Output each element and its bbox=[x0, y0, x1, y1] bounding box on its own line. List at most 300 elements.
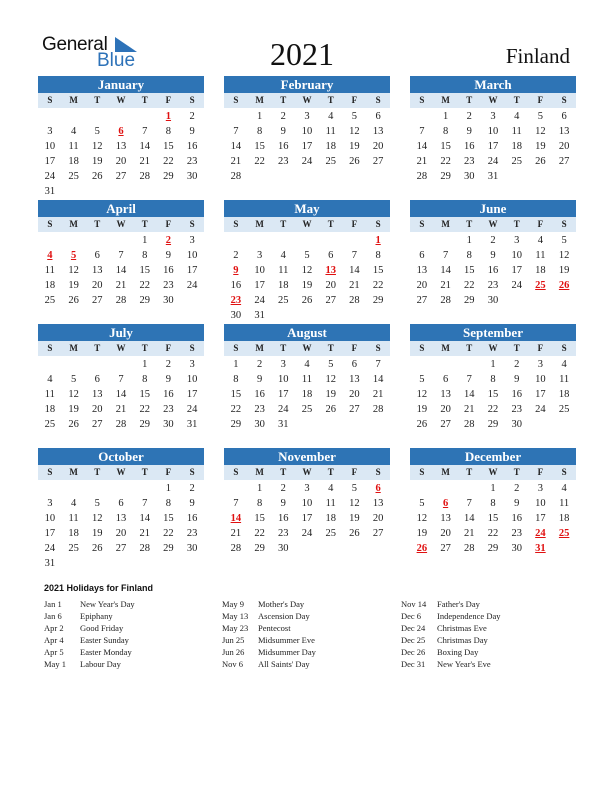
day-cell: 3 bbox=[490, 111, 496, 122]
holiday-day-cell: 14 bbox=[230, 513, 242, 524]
weekday-header-row bbox=[224, 93, 390, 108]
day-cell: 15 bbox=[464, 265, 475, 276]
holiday-row bbox=[44, 658, 135, 670]
day-cell: 31 bbox=[278, 419, 289, 430]
day-cell: 9 bbox=[466, 126, 472, 137]
day-cell: 11 bbox=[68, 141, 79, 152]
day-cell: 7 bbox=[233, 126, 239, 137]
month-august bbox=[224, 324, 390, 432]
day-cell: 7 bbox=[466, 498, 472, 509]
day-cell: 18 bbox=[68, 156, 79, 167]
day-cell: 9 bbox=[165, 250, 172, 261]
day-cell: 1 bbox=[142, 235, 148, 246]
day-cell: 8 bbox=[490, 374, 496, 385]
day-cell: 2 bbox=[466, 111, 472, 122]
weekday-label: T bbox=[513, 343, 520, 353]
day-cell: 7 bbox=[233, 498, 239, 509]
weekday-label: S bbox=[419, 343, 425, 353]
month-header: October bbox=[38, 448, 204, 465]
weekday-header-row bbox=[224, 465, 390, 480]
day-cell: 25 bbox=[558, 404, 570, 415]
holiday-date: Apr 4 bbox=[44, 635, 64, 645]
day-cell: 16 bbox=[511, 513, 522, 524]
holiday-name: Easter Sunday bbox=[80, 635, 129, 645]
day-cell: 23 bbox=[254, 404, 265, 415]
weekday-label: M bbox=[255, 467, 264, 477]
day-grid bbox=[224, 357, 390, 432]
weekday-label: M bbox=[69, 95, 78, 105]
holiday-name: Father's Day bbox=[437, 599, 480, 609]
day-cell: 8 bbox=[142, 250, 148, 261]
day-cell: 28 bbox=[464, 543, 475, 554]
day-cell: 23 bbox=[163, 404, 174, 415]
day-cell: 3 bbox=[280, 359, 286, 370]
empty-cell bbox=[410, 357, 434, 372]
day-cell: 13 bbox=[440, 389, 451, 400]
empty-cell bbox=[295, 233, 319, 248]
day-cell: 31 bbox=[186, 419, 198, 430]
day-cell: 30 bbox=[278, 543, 289, 554]
day-cell: 15 bbox=[372, 265, 384, 276]
day-cell: 24 bbox=[44, 543, 56, 554]
day-cell: 10 bbox=[186, 374, 198, 385]
day-cell: 7 bbox=[466, 374, 472, 385]
day-cell: 7 bbox=[419, 126, 425, 137]
weekday-label: S bbox=[233, 219, 239, 229]
day-cell: 8 bbox=[256, 498, 263, 509]
holiday-name: Easter Monday bbox=[80, 647, 132, 657]
day-cell: 29 bbox=[163, 543, 174, 554]
day-cell: 24 bbox=[301, 528, 313, 539]
day-cell: 20 bbox=[440, 528, 451, 539]
day-cell: 28 bbox=[115, 295, 127, 306]
day-cell: 21 bbox=[416, 156, 428, 167]
day-cell: 24 bbox=[186, 404, 198, 415]
day-cell: 6 bbox=[419, 250, 425, 261]
weekday-label: S bbox=[47, 343, 53, 353]
day-cell: 12 bbox=[68, 389, 79, 400]
day-cell: 29 bbox=[487, 543, 499, 554]
empty-cell bbox=[38, 109, 62, 124]
empty-cell bbox=[457, 357, 481, 372]
day-cell: 14 bbox=[372, 374, 384, 385]
weekday-header-row bbox=[224, 341, 390, 356]
day-cell: 9 bbox=[165, 374, 172, 385]
day-cell: 7 bbox=[118, 250, 124, 261]
day-cell: 15 bbox=[440, 141, 451, 152]
day-cell: 12 bbox=[349, 126, 360, 137]
day-cell: 7 bbox=[142, 498, 148, 509]
day-cell: 24 bbox=[301, 156, 313, 167]
weekday-label: T bbox=[466, 95, 473, 105]
weekday-label: T bbox=[141, 219, 148, 229]
month-october bbox=[38, 448, 204, 571]
day-cell: 24 bbox=[44, 171, 56, 182]
day-cell: 21 bbox=[139, 528, 150, 539]
month-july bbox=[38, 324, 204, 432]
weekday-label: S bbox=[233, 467, 239, 477]
day-cell: 12 bbox=[92, 141, 103, 152]
day-cell: 7 bbox=[118, 374, 124, 385]
weekday-label: W bbox=[302, 467, 312, 477]
holiday-row bbox=[222, 622, 316, 634]
day-cell: 27 bbox=[115, 543, 127, 554]
weekday-label: T bbox=[94, 219, 101, 229]
holiday-name: Epiphany bbox=[80, 611, 113, 621]
weekday-label: W bbox=[488, 343, 498, 353]
holiday-row bbox=[222, 634, 316, 646]
day-cell: 6 bbox=[561, 111, 567, 122]
day-cell: 4 bbox=[304, 359, 310, 370]
day-cell: 22 bbox=[487, 528, 499, 539]
day-cell: 9 bbox=[256, 374, 263, 385]
weekday-label: S bbox=[189, 219, 195, 229]
empty-cell bbox=[85, 109, 109, 124]
holiday-column bbox=[44, 598, 135, 670]
empty-cell bbox=[224, 481, 248, 496]
weekday-label: W bbox=[302, 343, 312, 353]
day-cell: 2 bbox=[256, 359, 263, 370]
day-cell: 10 bbox=[44, 513, 56, 524]
weekday-header-row bbox=[410, 217, 576, 232]
day-cell: 20 bbox=[92, 404, 103, 415]
day-cell: 10 bbox=[44, 141, 56, 152]
day-cell: 18 bbox=[325, 513, 336, 524]
holiday-day-cell: 4 bbox=[47, 250, 53, 261]
holiday-day-cell: 25 bbox=[558, 528, 570, 539]
day-cell: 6 bbox=[442, 374, 449, 385]
day-cell: 5 bbox=[70, 374, 77, 385]
day-cell: 19 bbox=[68, 404, 79, 415]
day-cell: 14 bbox=[139, 513, 150, 524]
holiday-row bbox=[222, 598, 316, 610]
day-cell: 29 bbox=[372, 295, 384, 306]
day-grid bbox=[224, 233, 390, 323]
day-cell: 30 bbox=[163, 295, 174, 306]
holiday-date: Dec 6 bbox=[401, 611, 422, 621]
holidays-title: 2021 Holidays for Finland bbox=[44, 583, 154, 593]
weekday-label: S bbox=[189, 467, 195, 477]
month-header: November bbox=[224, 448, 390, 465]
day-grid bbox=[224, 481, 390, 556]
weekday-header-row bbox=[38, 465, 204, 480]
weekday-label: T bbox=[280, 95, 287, 105]
day-cell: 27 bbox=[558, 156, 570, 167]
day-cell: 13 bbox=[440, 513, 451, 524]
holiday-day-cell: 26 bbox=[558, 280, 570, 291]
weekday-label: T bbox=[280, 467, 287, 477]
day-cell: 1 bbox=[256, 111, 263, 122]
day-cell: 25 bbox=[325, 156, 336, 167]
day-cell: 26 bbox=[68, 295, 79, 306]
day-cell: 1 bbox=[490, 483, 496, 494]
day-cell: 28 bbox=[372, 404, 384, 415]
day-cell: 2 bbox=[165, 359, 172, 370]
day-cell: 16 bbox=[163, 389, 174, 400]
holiday-row bbox=[44, 622, 135, 634]
day-cell: 4 bbox=[561, 359, 567, 370]
day-cell: 8 bbox=[256, 126, 263, 137]
empty-cell bbox=[85, 357, 109, 372]
day-cell: 19 bbox=[92, 156, 103, 167]
day-cell: 21 bbox=[230, 156, 242, 167]
day-cell: 29 bbox=[230, 419, 242, 430]
weekday-label: T bbox=[327, 467, 334, 477]
weekday-label: F bbox=[351, 467, 358, 477]
day-cell: 24 bbox=[511, 280, 522, 291]
day-cell: 21 bbox=[440, 280, 451, 291]
day-cell: 30 bbox=[230, 310, 242, 321]
weekday-label: S bbox=[561, 219, 567, 229]
weekday-label: S bbox=[233, 95, 239, 105]
weekday-label: T bbox=[513, 95, 520, 105]
day-cell: 19 bbox=[349, 141, 360, 152]
day-cell: 26 bbox=[68, 419, 79, 430]
month-header: January bbox=[38, 76, 204, 93]
weekday-label: T bbox=[327, 343, 334, 353]
day-cell: 19 bbox=[416, 528, 428, 539]
day-cell: 19 bbox=[92, 528, 103, 539]
day-cell: 24 bbox=[278, 404, 289, 415]
month-header: September bbox=[410, 324, 576, 341]
holiday-day-cell: 5 bbox=[70, 250, 77, 261]
day-cell: 15 bbox=[163, 141, 174, 152]
month-header: March bbox=[410, 76, 576, 93]
day-cell: 10 bbox=[186, 250, 198, 261]
holiday-date: Nov 14 bbox=[401, 599, 427, 609]
day-cell: 23 bbox=[487, 280, 499, 291]
day-cell: 30 bbox=[254, 419, 265, 430]
holiday-date: Jan 6 bbox=[44, 611, 62, 621]
weekday-label: T bbox=[141, 467, 148, 477]
weekday-label: M bbox=[441, 343, 450, 353]
holiday-row bbox=[222, 646, 316, 658]
day-cell: 6 bbox=[94, 374, 100, 385]
day-cell: 1 bbox=[165, 483, 172, 494]
day-cell: 11 bbox=[301, 374, 313, 385]
day-cell: 21 bbox=[349, 280, 360, 291]
day-cell: 2 bbox=[490, 235, 496, 246]
weekday-label: S bbox=[375, 95, 381, 105]
day-cell: 20 bbox=[440, 404, 451, 415]
holiday-row bbox=[44, 646, 135, 658]
day-cell: 27 bbox=[416, 295, 428, 306]
day-cell: 20 bbox=[372, 141, 384, 152]
weekday-label: S bbox=[419, 219, 425, 229]
holiday-day-cell: 6 bbox=[442, 498, 449, 509]
weekday-label: S bbox=[233, 343, 239, 353]
weekday-label: W bbox=[488, 95, 498, 105]
day-cell: 1 bbox=[442, 111, 449, 122]
weekday-label: T bbox=[280, 343, 287, 353]
day-cell: 22 bbox=[440, 156, 451, 167]
day-cell: 27 bbox=[440, 543, 451, 554]
weekday-label: M bbox=[441, 219, 450, 229]
weekday-label: F bbox=[165, 343, 172, 353]
holiday-date: Jun 26 bbox=[222, 647, 245, 657]
empty-cell bbox=[457, 481, 481, 496]
day-cell: 1 bbox=[142, 359, 148, 370]
weekday-label: T bbox=[141, 343, 148, 353]
day-cell: 7 bbox=[351, 250, 358, 261]
day-cell: 5 bbox=[94, 498, 100, 509]
day-cell: 14 bbox=[464, 513, 475, 524]
empty-cell bbox=[319, 233, 343, 248]
day-cell: 22 bbox=[372, 280, 384, 291]
day-cell: 3 bbox=[256, 250, 263, 261]
weekday-label: T bbox=[94, 95, 101, 105]
day-cell: 12 bbox=[68, 265, 79, 276]
empty-cell bbox=[410, 109, 434, 124]
day-cell: 2 bbox=[280, 483, 286, 494]
holiday-column bbox=[222, 598, 316, 670]
day-cell: 15 bbox=[254, 141, 265, 152]
empty-cell bbox=[133, 109, 157, 124]
day-cell: 18 bbox=[535, 265, 546, 276]
empty-cell bbox=[343, 233, 367, 248]
day-cell: 29 bbox=[163, 171, 174, 182]
day-cell: 21 bbox=[464, 404, 475, 415]
day-cell: 27 bbox=[92, 295, 103, 306]
empty-cell bbox=[109, 233, 133, 248]
day-cell: 24 bbox=[487, 156, 499, 167]
day-cell: 11 bbox=[511, 126, 522, 137]
day-cell: 26 bbox=[325, 404, 336, 415]
weekday-header-row bbox=[410, 93, 576, 108]
holiday-day-cell: 9 bbox=[233, 265, 239, 276]
empty-cell bbox=[109, 481, 133, 496]
holiday-row bbox=[44, 610, 135, 622]
day-cell: 16 bbox=[511, 389, 522, 400]
logo bbox=[42, 34, 142, 74]
empty-cell bbox=[109, 357, 133, 372]
holiday-date: May 23 bbox=[222, 623, 249, 633]
day-cell: 24 bbox=[535, 404, 546, 415]
day-cell: 20 bbox=[349, 389, 360, 400]
day-cell: 12 bbox=[558, 250, 570, 261]
day-cell: 8 bbox=[442, 126, 449, 137]
empty-cell bbox=[38, 233, 62, 248]
day-cell: 20 bbox=[325, 280, 336, 291]
day-cell: 9 bbox=[280, 498, 286, 509]
day-cell: 30 bbox=[186, 543, 198, 554]
day-cell: 4 bbox=[47, 374, 53, 385]
empty-cell bbox=[62, 109, 86, 124]
day-cell: 16 bbox=[278, 141, 289, 152]
day-cell: 8 bbox=[466, 250, 472, 261]
month-june bbox=[410, 200, 576, 308]
day-grid bbox=[38, 357, 204, 432]
day-cell: 19 bbox=[301, 280, 313, 291]
holiday-row bbox=[401, 622, 500, 634]
day-cell: 30 bbox=[464, 171, 475, 182]
day-cell: 3 bbox=[537, 359, 544, 370]
day-cell: 21 bbox=[115, 404, 127, 415]
empty-cell bbox=[271, 233, 295, 248]
day-cell: 23 bbox=[278, 528, 289, 539]
month-february bbox=[224, 76, 390, 184]
day-cell: 20 bbox=[115, 156, 127, 167]
holiday-name: New Year's Day bbox=[80, 599, 135, 609]
day-cell: 4 bbox=[70, 126, 77, 137]
empty-cell bbox=[133, 481, 157, 496]
day-cell: 4 bbox=[537, 235, 544, 246]
day-cell: 5 bbox=[94, 126, 100, 137]
weekday-label: T bbox=[327, 95, 334, 105]
day-cell: 13 bbox=[115, 513, 127, 524]
day-cell: 2 bbox=[280, 111, 286, 122]
holiday-date: Dec 25 bbox=[401, 635, 426, 645]
month-may bbox=[224, 200, 390, 323]
weekday-label: S bbox=[561, 467, 567, 477]
day-cell: 13 bbox=[92, 389, 103, 400]
day-cell: 10 bbox=[511, 250, 522, 261]
day-cell: 13 bbox=[92, 265, 103, 276]
day-cell: 22 bbox=[230, 404, 242, 415]
day-cell: 21 bbox=[230, 528, 242, 539]
empty-cell bbox=[62, 357, 86, 372]
weekday-label: T bbox=[513, 219, 520, 229]
day-cell: 22 bbox=[487, 404, 499, 415]
day-cell: 9 bbox=[514, 374, 520, 385]
empty-cell bbox=[62, 233, 86, 248]
day-cell: 29 bbox=[139, 419, 150, 430]
day-cell: 27 bbox=[372, 528, 384, 539]
holiday-row bbox=[44, 634, 135, 646]
empty-cell bbox=[434, 481, 458, 496]
day-cell: 11 bbox=[535, 250, 546, 261]
holiday-day-cell: 1 bbox=[165, 111, 172, 122]
day-cell: 8 bbox=[490, 498, 496, 509]
day-cell: 22 bbox=[139, 280, 150, 291]
day-cell: 8 bbox=[165, 126, 172, 137]
day-cell: 24 bbox=[186, 280, 198, 291]
month-march bbox=[410, 76, 576, 184]
weekday-label: S bbox=[189, 95, 195, 105]
day-cell: 12 bbox=[92, 513, 103, 524]
empty-cell bbox=[434, 233, 458, 248]
day-cell: 8 bbox=[142, 374, 148, 385]
month-header: July bbox=[38, 324, 204, 341]
weekday-label: W bbox=[488, 467, 498, 477]
day-cell: 25 bbox=[44, 295, 56, 306]
day-cell: 23 bbox=[511, 404, 522, 415]
holiday-row bbox=[401, 634, 500, 646]
holiday-day-cell: 31 bbox=[535, 543, 546, 554]
weekday-label: F bbox=[537, 343, 544, 353]
day-cell: 15 bbox=[487, 389, 499, 400]
weekday-label: S bbox=[419, 467, 425, 477]
holiday-date: May 1 bbox=[44, 659, 66, 669]
day-cell: 5 bbox=[561, 235, 567, 246]
day-cell: 10 bbox=[278, 374, 289, 385]
day-cell: 2 bbox=[514, 359, 520, 370]
weekday-label: S bbox=[419, 95, 425, 105]
day-cell: 7 bbox=[442, 250, 449, 261]
day-cell: 3 bbox=[537, 483, 544, 494]
day-cell: 28 bbox=[230, 543, 242, 554]
weekday-label: M bbox=[255, 343, 264, 353]
day-cell: 10 bbox=[487, 126, 499, 137]
weekday-label: S bbox=[561, 343, 567, 353]
day-cell: 13 bbox=[349, 374, 360, 385]
day-cell: 26 bbox=[92, 543, 103, 554]
day-cell: 12 bbox=[301, 265, 313, 276]
day-cell: 27 bbox=[92, 419, 103, 430]
day-cell: 27 bbox=[349, 404, 360, 415]
day-cell: 25 bbox=[511, 156, 522, 167]
day-grid bbox=[224, 109, 390, 184]
